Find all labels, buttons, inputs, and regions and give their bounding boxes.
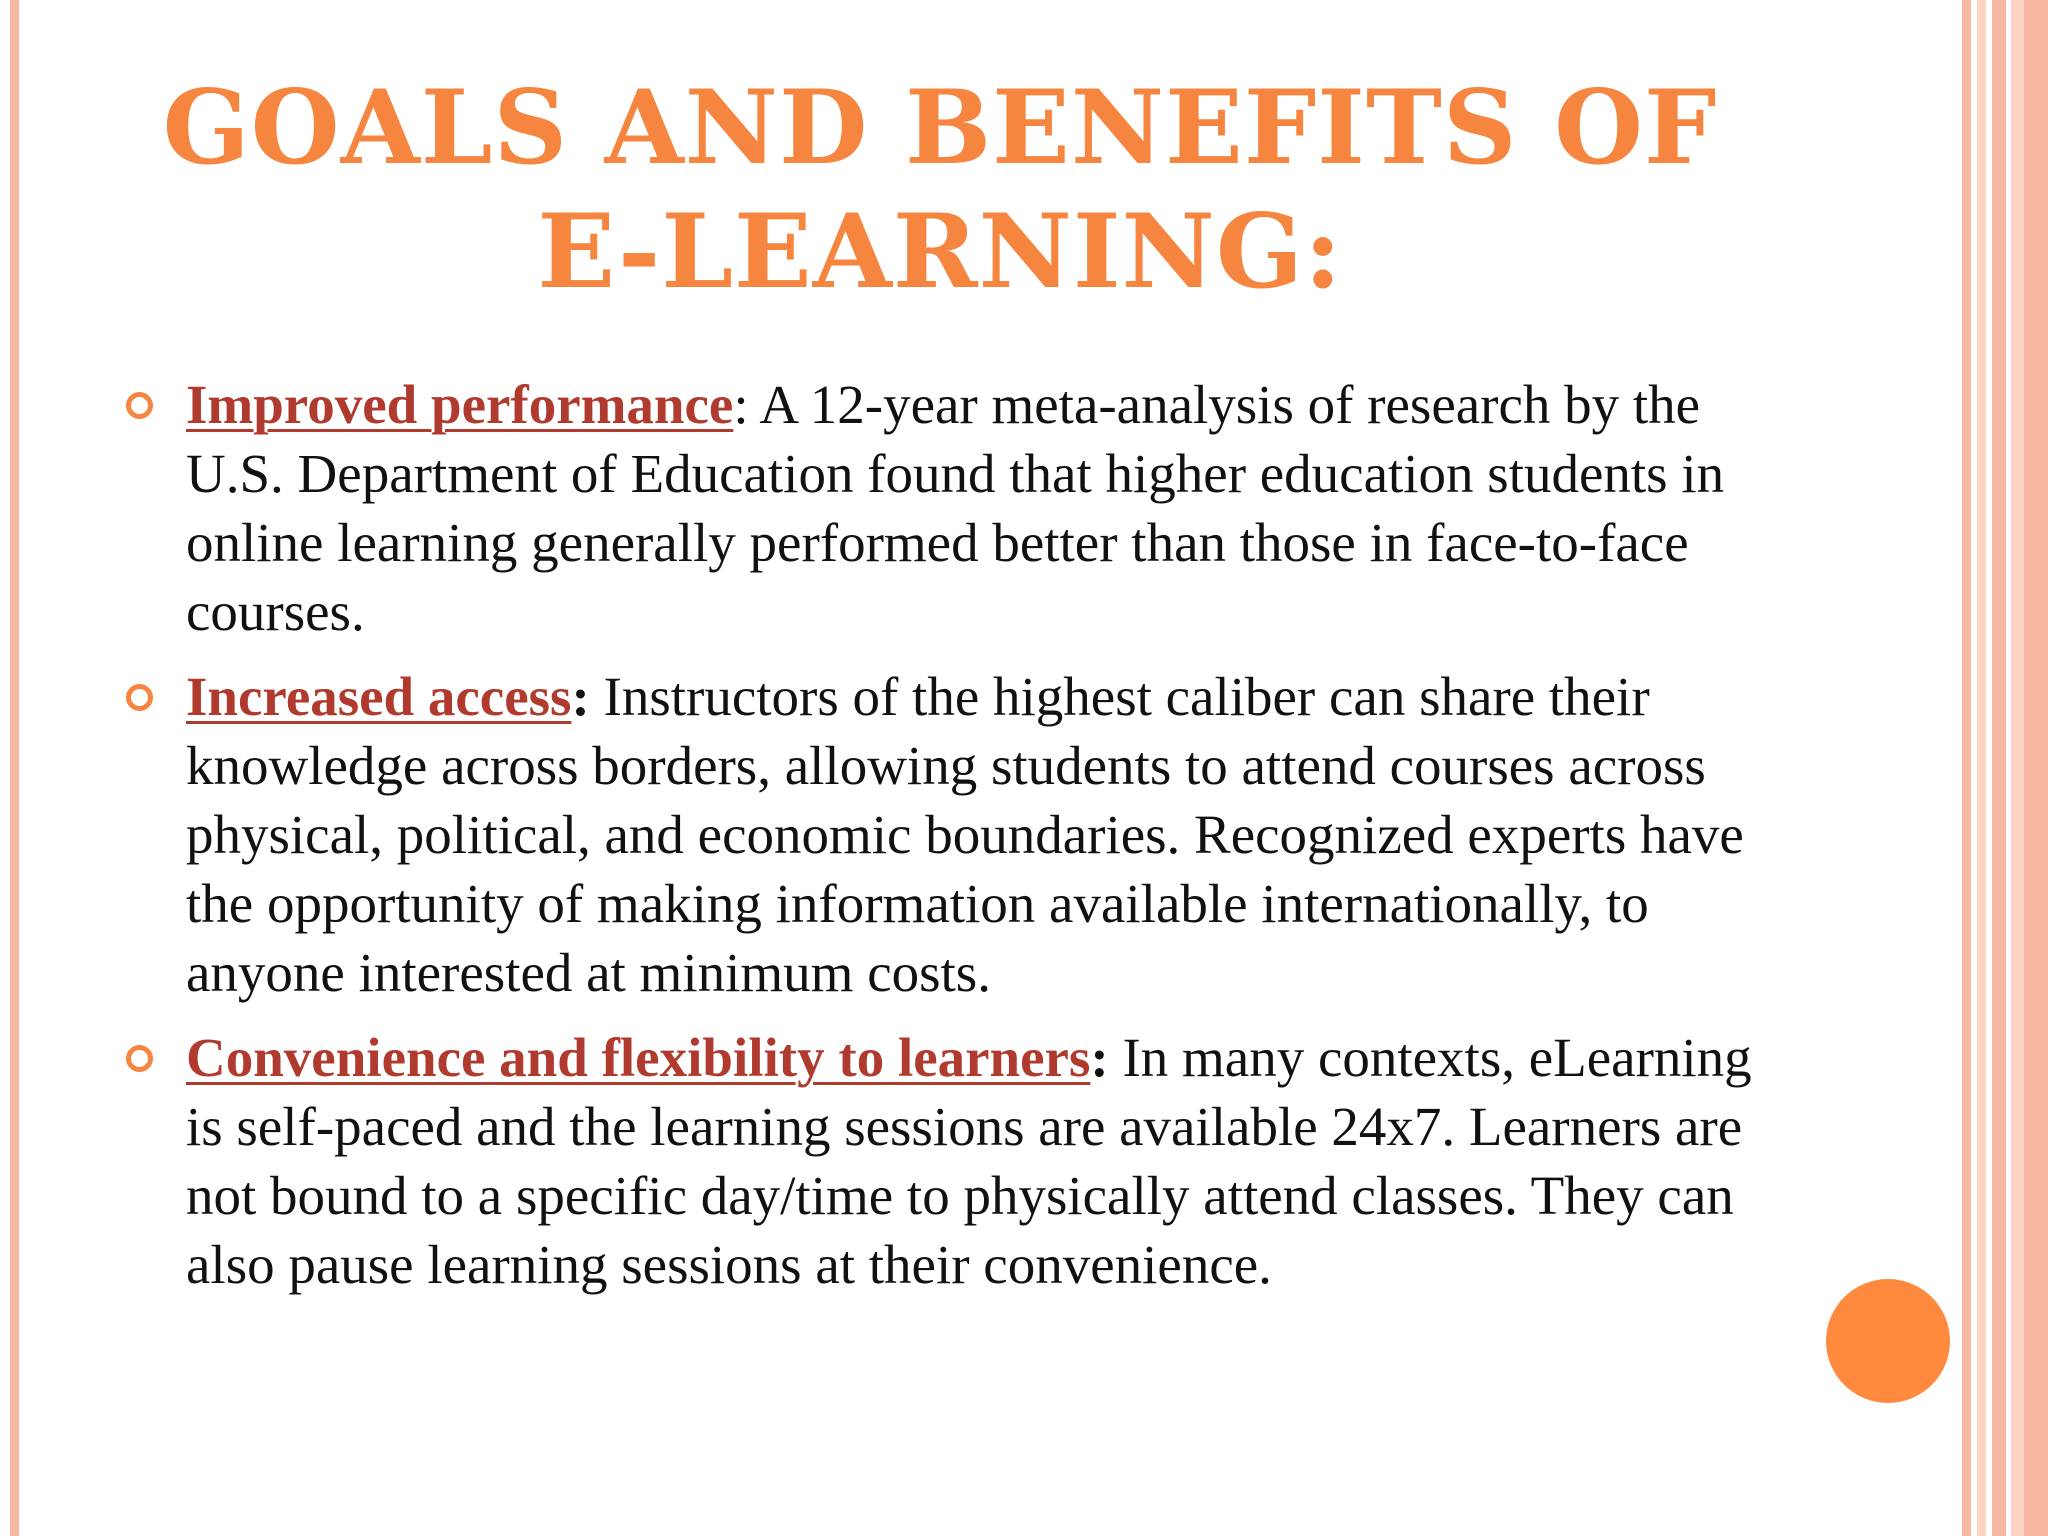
bullet-list	[124, 370, 1764, 1315]
bullet-item-convenience-flexibility	[124, 1023, 1764, 1299]
bullet-text: Instructors of the highest caliber can share their knowledge across borders, allowing students to attend courses across physical, political, and economic boundaries. Recognized experts have the opportunity of making information available internationally, to anyone interested at minimum costs.	[186, 666, 1744, 1003]
right-stripe-decoration	[1977, 0, 1986, 1536]
orange-circle-decoration	[1826, 1279, 1950, 1403]
bullet-term: Increased access	[186, 666, 572, 727]
ring-bullet-icon	[126, 684, 153, 711]
bullet-term: Improved performance	[186, 374, 734, 435]
bullet-item-improved-performance	[124, 370, 1764, 646]
ring-bullet-icon	[126, 392, 153, 419]
bullet-separator: :	[1090, 1027, 1109, 1088]
right-stripe-decoration	[2024, 0, 2048, 1536]
slide-title: GOALS AND BENEFITS OF E-LEARNING:	[162, 68, 1718, 312]
right-stripe-decoration	[1962, 0, 1971, 1536]
bullet-separator: :	[571, 666, 590, 727]
bullet-separator: :	[733, 374, 749, 435]
bullet-term: Convenience and flexibility to learners	[186, 1027, 1091, 1088]
bullet-item-increased-access	[124, 662, 1764, 1007]
ring-bullet-icon	[126, 1045, 153, 1072]
left-border-decoration	[10, 0, 19, 1536]
bullet-text: In many contexts, eLearning is self-paced and the learning sessions are available 24x7. Learners are not bound to a specific day/time to physically attend classes. They can also pause learning sessions at their convenience.	[186, 1027, 1752, 1295]
right-stripe-decoration	[2011, 0, 2024, 1536]
bullet-text: A 12-year meta-analysis of research by the U.S. Department of Education found that higher education students in online learning generally performed better than those in face-to-face courses.	[186, 374, 1725, 642]
right-stripe-decoration	[1992, 0, 2006, 1536]
